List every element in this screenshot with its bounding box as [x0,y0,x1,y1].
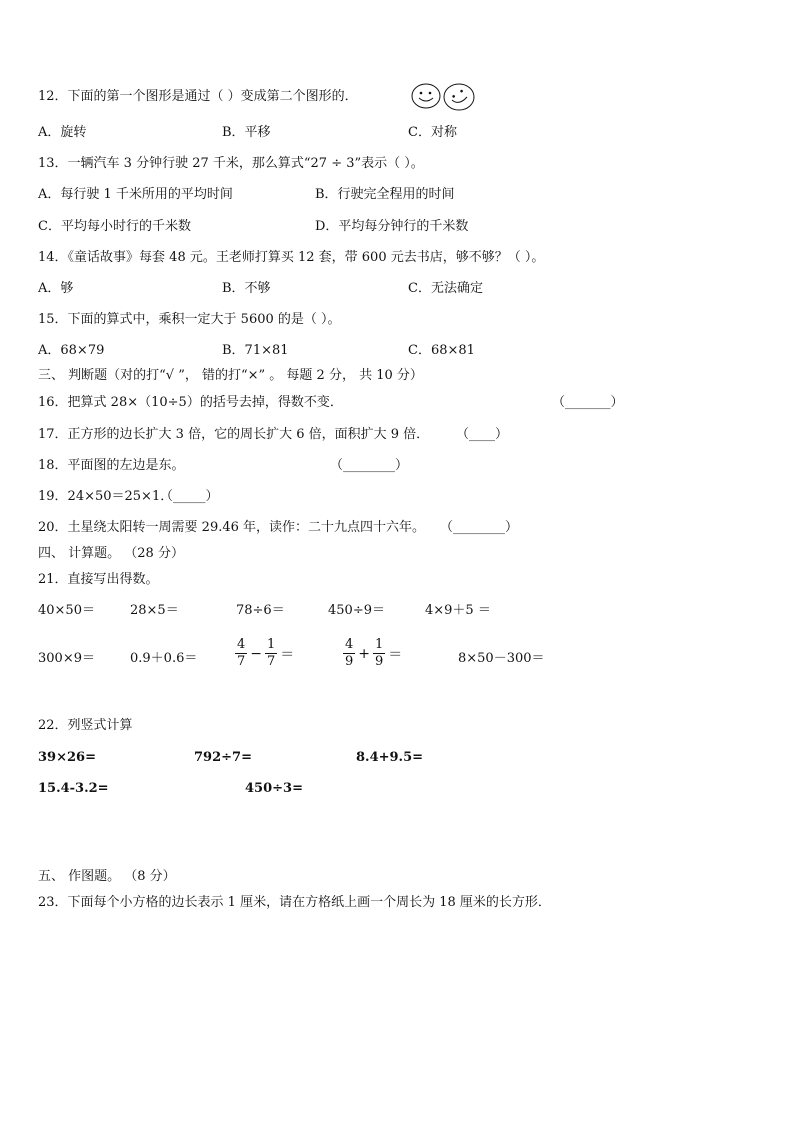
section-5-heading: 五、 作图题。 （8 分） [38,869,176,884]
question-18: 18．平面图的左边是东。 [38,458,185,473]
fraction-4-7 [235,638,247,669]
answer-blank-20[interactable]: （________） [440,520,519,535]
numerator: 1 [267,637,276,652]
calc-40x50: 40×50＝ [38,603,95,618]
vertical-calc-15.4minus3.2: 15.4-3.2= [38,781,109,796]
smiley-face-1-icon [410,82,442,110]
vertical-calc-792div7: 792÷7= [194,750,252,765]
answer-blank-17[interactable]: （____） [456,427,509,442]
q13-option-c[interactable]: C．平均每小时行的千米数 [38,219,191,234]
q14-option-a[interactable]: A．够 [38,281,74,296]
question-21-title: 21．直接写出得数。 [38,572,159,587]
calc-450div9: 450÷9＝ [328,603,385,618]
q14-option-b[interactable]: B．不够 [222,281,271,296]
vertical-calc-450div3: 450÷3= [245,781,303,796]
question-13: 13．一辆汽车 3 分钟行驶 27 千米，那么算式“27 ÷ 3”表示（ ）。 [38,156,424,171]
q13-option-b[interactable]: B．行驶完全程用的时间 [315,187,455,202]
denominator: 7 [237,654,246,669]
answer-blank-16[interactable]: （_______） [552,395,624,410]
calc-300x9: 300×9＝ [38,651,95,666]
q15-option-c[interactable]: C．68×81 [408,343,475,358]
vertical-calc-39x26: 39×26= [38,750,96,765]
question-15: 15．下面的算式中，乘积一定大于 5600 的是（ ）。 [38,312,341,327]
q12-option-a[interactable]: A．旋转 [38,125,87,140]
question-14: 14．《童话故事》每套 48 元。王老师打算买 12 套，带 600 元去书店，够不够？（ ）。 [38,250,545,265]
section-4-heading: 四、 计算题。 （28 分） [38,546,184,561]
calc-0.9plus0.6: 0.9＋0.6＝ [130,651,198,666]
calc-8x50minus300: 8×50－300＝ [458,651,545,666]
q13-option-a[interactable]: A．每行驶 1 千米所用的平均时间 [38,187,233,202]
q12-option-c[interactable]: C．对称 [408,125,457,140]
vertical-calc-8.4plus9.5: 8.4+9.5= [356,750,424,765]
smiley-face-2-icon [442,82,476,112]
fraction-1-9 [373,638,385,669]
denominator: 9 [375,654,384,669]
section-3-heading: 三、 判断题（对的打“√ ”， 错的打“×” 。 每题 2 分， 共 10 分） [38,368,423,383]
calc-28x5: 28×5＝ [130,603,179,618]
question-22-title: 22．列竖式计算 [38,718,133,733]
fraction-4-9 [343,638,355,669]
question-23: 23．下面每个小方格的边长表示 1 厘米，请在方格纸上画一个周长为 18 厘米的长方形． [38,895,551,910]
answer-blank-19[interactable]: （_____） [160,489,219,504]
calc-4x9plus5: 4×9＋5 ＝ [425,603,491,618]
q15-option-b[interactable]: B．71×81 [222,343,289,358]
numerator: 4 [237,637,246,652]
equals-sign: ＝ [280,646,295,663]
equals-sign: ＝ [388,646,403,663]
question-12: 12．下面的第一个图形是通过（ ）变成第二个图形的． [38,89,358,104]
question-20: 20．土星绕太阳转一周需要 29.46 年，读作：二十九点四十六年。 [38,520,426,535]
q15-option-a[interactable]: A．68×79 [38,343,105,358]
fraction-1-7 [265,638,277,669]
denominator: 9 [345,654,354,669]
q13-option-d[interactable]: D．平均每分钟行的千米数 [315,219,469,234]
answer-blank-18[interactable]: （________） [330,458,409,473]
fraction-expression-1 [235,638,297,669]
plus-sign: + [358,645,371,662]
fraction-expression-2 [343,638,405,669]
q14-option-c[interactable]: C．无法确定 [408,281,483,296]
q12-option-b[interactable]: B．平移 [222,125,271,140]
question-16: 16．把算式 28×（10÷5）的括号去掉，得数不变． [38,395,343,410]
question-19: 19．24×50＝25×1． [38,489,174,504]
numerator: 1 [375,637,384,652]
denominator: 7 [267,654,276,669]
numerator: 4 [345,637,354,652]
calc-78div6: 78÷6＝ [236,603,285,618]
minus-sign: − [250,645,263,662]
question-17: 17．正方形的边长扩大 3 倍，它的周长扩大 6 倍，面积扩大 9 倍． [38,427,430,442]
